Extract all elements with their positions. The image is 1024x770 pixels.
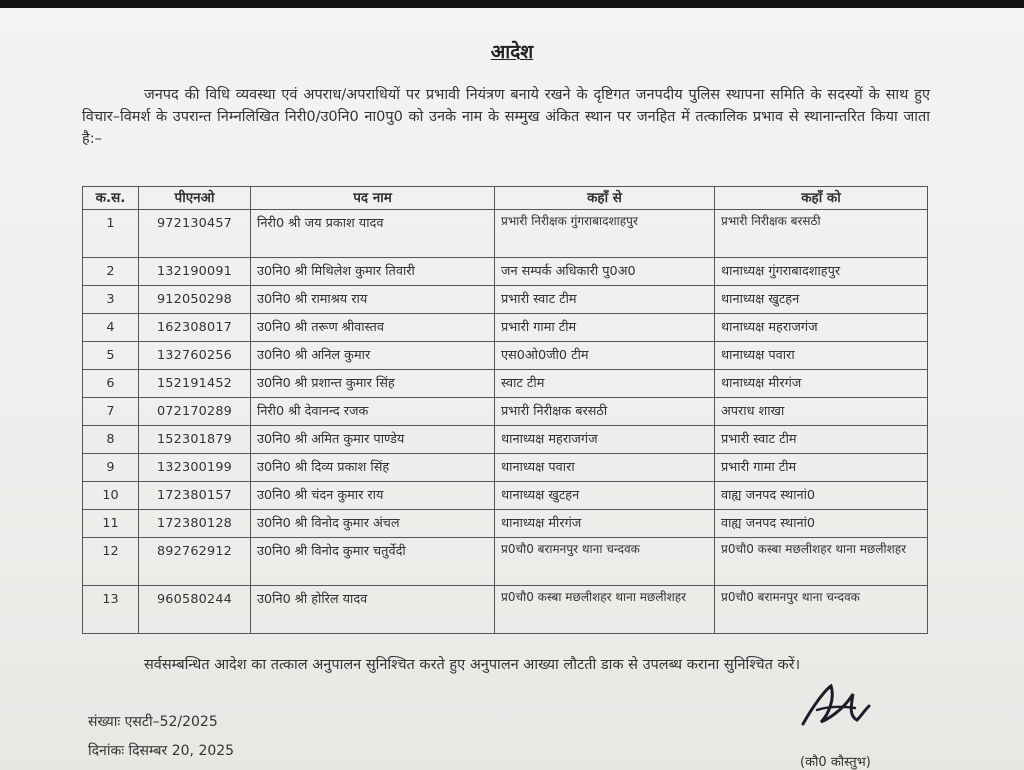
row-to: वाह्य जनपद स्थानां0 xyxy=(715,510,928,538)
table-row xyxy=(83,398,928,426)
row-to: प्र0चौ0 बरामनपुर थाना चन्दवक xyxy=(715,586,928,634)
row-name: उ0नि0 श्री विनोद कुमार चतुर्वेदी xyxy=(251,538,495,586)
signatory-name: (कौ0 कौस्तुभ) xyxy=(800,755,871,770)
row-from: प्रभारी निरीक्षक गुंगराबादशाहपुर xyxy=(495,210,715,258)
table-row xyxy=(83,538,928,586)
row-pno: 972130457 xyxy=(139,210,251,258)
row-name: उ0नि0 श्री प्रशान्त कुमार सिंह xyxy=(251,370,495,398)
row-to: वाह्य जनपद स्थानां0 xyxy=(715,482,928,510)
row-name: उ0नि0 श्री अमित कुमार पाण्डेय xyxy=(251,426,495,454)
table-row xyxy=(83,510,928,538)
row-to: थानाध्यक्ष मीरगंज xyxy=(715,370,928,398)
row-serial: 10 xyxy=(83,482,139,510)
row-serial: 12 xyxy=(83,538,139,586)
header-serial: क.स. xyxy=(83,187,139,210)
header-to: कहाँ को xyxy=(715,187,928,210)
closing-paragraph: सर्वसम्बन्धित आदेश का तत्काल अनुपालन सुनिश्चित करते हुए अनुपालन आख्या लौटती डाक से उपलब्ध कराना सुनिश्चित करें। xyxy=(144,657,801,673)
table-row xyxy=(83,454,928,482)
row-serial: 7 xyxy=(83,398,139,426)
intro-paragraph: जनपद की विधि व्यवस्था एवं अपराध/अपराधियों पर प्रभावी नियंत्रण बनाये रखने के दृष्टिगत जनपदीय पुलिस स्थापना समिति के सदस्यों के साथ हुए विचार–विमर्श के उपरान्त निम्नलिखित निरी0/उ0नि0 ना0पु0 को उनके नाम के सम्मुख अंकित स्थान पर जनहित में तत्कालिक प्रभाव से स्थानान्तरित किया जाता है:– xyxy=(82,87,930,147)
row-name: उ0नि0 श्री चंदन कुमार राय xyxy=(251,482,495,510)
table-body xyxy=(83,210,928,634)
row-name: उ0नि0 श्री रामाश्रय राय xyxy=(251,286,495,314)
table-row xyxy=(83,426,928,454)
row-name: उ0नि0 श्री मिथिलेश कुमार तिवारी xyxy=(251,258,495,286)
row-name: निरी0 श्री जय प्रकाश यादव xyxy=(251,210,495,258)
row-serial: 9 xyxy=(83,454,139,482)
order-number: संख्याः एसटी–52/2025 xyxy=(88,714,218,730)
row-to: थानाध्यक्ष खुटहन xyxy=(715,286,928,314)
table-row xyxy=(83,210,928,258)
row-serial: 3 xyxy=(83,286,139,314)
row-pno: 152191452 xyxy=(139,370,251,398)
row-to: थानाध्यक्ष पवारा xyxy=(715,342,928,370)
order-document xyxy=(0,8,1024,770)
row-pno: 152301879 xyxy=(139,426,251,454)
row-pno: 960580244 xyxy=(139,586,251,634)
row-name: उ0नि0 श्री अनिल कुमार xyxy=(251,342,495,370)
table-header-row xyxy=(83,187,928,210)
row-from: प्रभारी निरीक्षक बरसठी xyxy=(495,398,715,426)
order-date: दिनांकः दिसम्बर 20, 2025 xyxy=(88,743,235,759)
row-pno: 172380157 xyxy=(139,482,251,510)
table-row xyxy=(83,258,928,286)
row-pno: 172380128 xyxy=(139,510,251,538)
row-serial: 4 xyxy=(83,314,139,342)
row-to: प्रभारी गामा टीम xyxy=(715,454,928,482)
row-pno: 072170289 xyxy=(139,398,251,426)
row-from: जन सम्पर्क अधिकारी पु0अ0 xyxy=(495,258,715,286)
table-row xyxy=(83,286,928,314)
row-to: प्रभारी निरीक्षक बरसठी xyxy=(715,210,928,258)
signature-mark xyxy=(795,676,875,736)
document-heading: आदेश xyxy=(490,41,534,63)
row-to: प्र0चौ0 कस्बा मछलीशहर थाना मछलीशहर xyxy=(715,538,928,586)
row-serial: 8 xyxy=(83,426,139,454)
header-from: कहाँ से xyxy=(495,187,715,210)
row-serial: 5 xyxy=(83,342,139,370)
table-row xyxy=(83,370,928,398)
row-from: प्र0चौ0 कस्बा मछलीशहर थाना मछलीशहर xyxy=(495,586,715,634)
row-name: उ0नि0 श्री तरूण श्रीवास्तव xyxy=(251,314,495,342)
row-from: थानाध्यक्ष खुटहन xyxy=(495,482,715,510)
row-pno: 892762912 xyxy=(139,538,251,586)
row-serial: 11 xyxy=(83,510,139,538)
row-from: प्रभारी गामा टीम xyxy=(495,314,715,342)
row-to: प्रभारी स्वाट टीम xyxy=(715,426,928,454)
row-from: थानाध्यक्ष महराजगंज xyxy=(495,426,715,454)
screen-top-bar xyxy=(0,0,1024,8)
row-serial: 13 xyxy=(83,586,139,634)
transfer-table xyxy=(82,186,928,634)
row-from: प्रभारी स्वाट टीम xyxy=(495,286,715,314)
row-to: अपराध शाखा xyxy=(715,398,928,426)
header-pno: पीएनओ xyxy=(139,187,251,210)
table-row xyxy=(83,342,928,370)
row-pno: 132300199 xyxy=(139,454,251,482)
row-from: स्वाट टीम xyxy=(495,370,715,398)
row-to: थानाध्यक्ष गुंगराबादशाहपुर xyxy=(715,258,928,286)
row-from: थानाध्यक्ष पवारा xyxy=(495,454,715,482)
row-name: निरी0 श्री देवानन्द रजक xyxy=(251,398,495,426)
row-pno: 132190091 xyxy=(139,258,251,286)
table-row xyxy=(83,314,928,342)
row-name: उ0नि0 श्री दिव्य प्रकाश सिंह xyxy=(251,454,495,482)
table-row xyxy=(83,586,928,634)
row-serial: 1 xyxy=(83,210,139,258)
row-name: उ0नि0 श्री विनोद कुमार अंचल xyxy=(251,510,495,538)
row-to: थानाध्यक्ष महराजगंज xyxy=(715,314,928,342)
row-name: उ0नि0 श्री होरिल यादव xyxy=(251,586,495,634)
row-pno: 912050298 xyxy=(139,286,251,314)
row-pno: 132760256 xyxy=(139,342,251,370)
row-serial: 6 xyxy=(83,370,139,398)
header-name: पद नाम xyxy=(251,187,495,210)
table-row xyxy=(83,482,928,510)
row-from: प्र0चौ0 बरामनपुर थाना चन्दवक xyxy=(495,538,715,586)
row-pno: 162308017 xyxy=(139,314,251,342)
row-from: एस0ओ0जी0 टीम xyxy=(495,342,715,370)
row-from: थानाध्यक्ष मीरगंज xyxy=(495,510,715,538)
row-serial: 2 xyxy=(83,258,139,286)
